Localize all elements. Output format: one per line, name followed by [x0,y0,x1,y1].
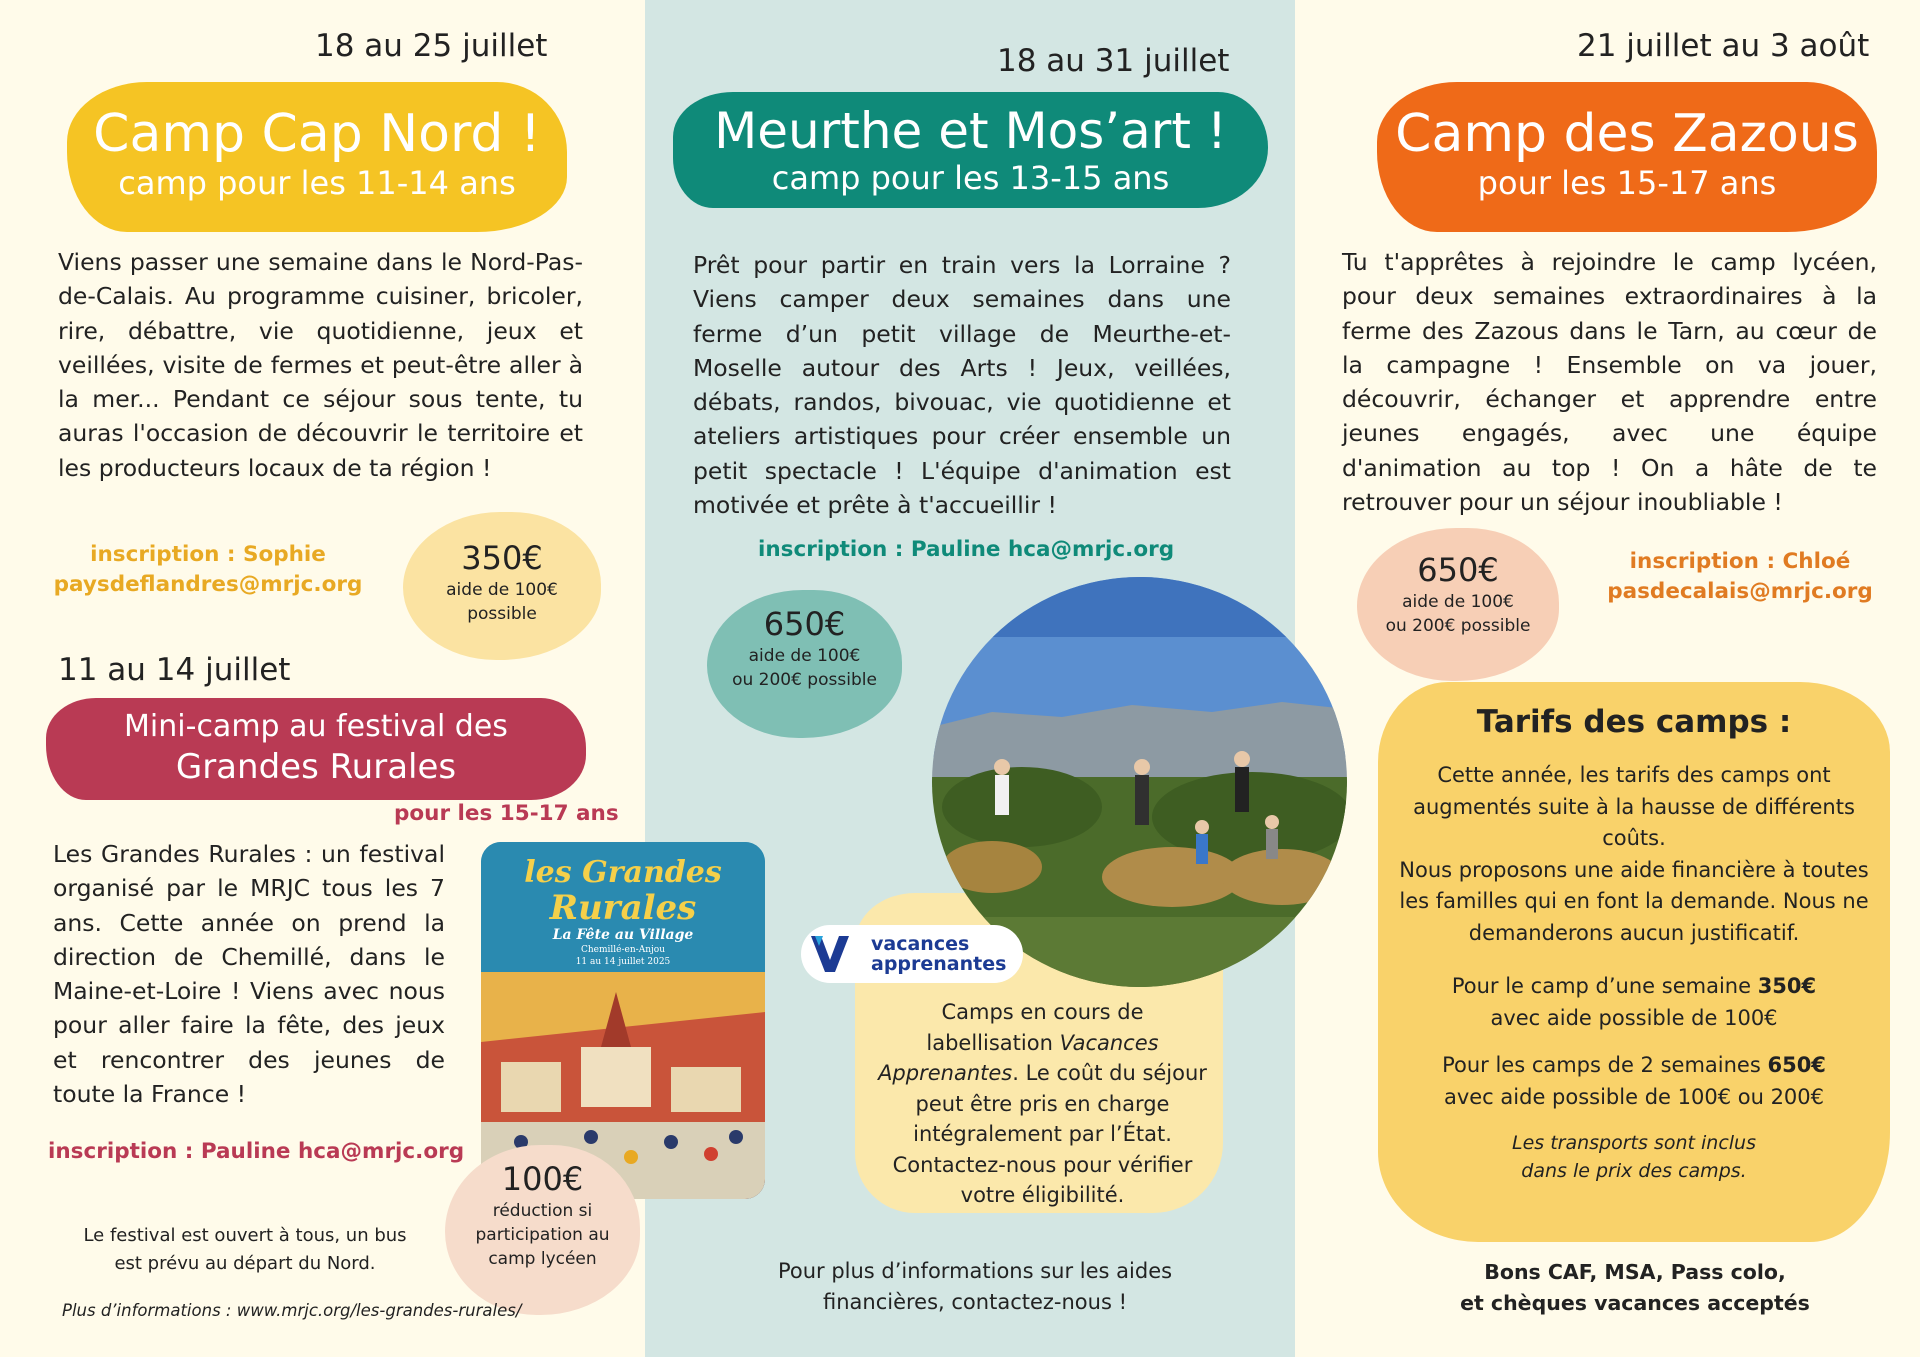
more-info-link[interactable]: Plus d’informations : www.mrjc.org/les-grandes-rurales/ [62,1301,522,1320]
zazous-description: Tu t'apprêtes à rejoindre le camp lycéen, pour deux semaines extraordinaires à la ferme des Zazous dans le Tarn, au cœur de la campagne ! Ensemble on va jouer, découvrir, échanger et apprendre entre jeunes engagés, avec une équipe d'animation au top ! On a hâte de te retrouver pour un séjour inoubliable ! [1342,248,1877,517]
va-logo-text [871,934,1006,974]
cap-nord-description: Viens passer une semaine dans le Nord-Pas-de-Calais. Au programme cuisiner, bricoler, rire, débattre, vie quotidienne, jeux et veillées, visite de fermes et peut-être aller à la mer... Pendant ce séjour sous tente, tu auras l'occasion de découvrir le territoire et les producteurs locaux de ta région ! [58,248,583,482]
mini-camp-price-note-1: réduction si [492,1201,593,1221]
mosart-inscription[interactable]: inscription : Pauline hca@mrjc.org [758,537,1175,562]
festival-note-line2: est prévu au départ du Nord. [114,1253,376,1274]
tarifs-transport-line2: dans le prix des camps. [1521,1160,1747,1182]
mini-camp-price-note-3: camp lycéen [488,1249,597,1269]
zazous-date: 21 juillet au 3 août [1577,28,1870,64]
poster-tagline: La Fête au Village [552,927,694,943]
mini-camp-price-note-2: participation au [475,1225,610,1245]
zazous-price-badge [1357,528,1559,681]
cap-nord-inscription-email[interactable]: paysdeflandres@mrjc.org [53,572,363,597]
va-logo-icon [811,936,849,972]
cap-nord-inscription-name: inscription : Sophie [90,542,326,567]
mosart-price-note-1: aide de 100€ [748,646,861,666]
zazous-inscription-email[interactable]: pasdecalais@mrjc.org [1607,579,1873,604]
tarifs-week-price: 350€ [1757,974,1817,998]
tarifs-week-text: Pour le camp d’une semaine [1451,974,1758,998]
tarifs-para2: Nous proposons une aide financière à toutes les familles qui en font la demande. Nous ne demanderons aucun justificatif. [1399,857,1869,945]
zazous-price-note-2: ou 200€ possible [1385,616,1531,636]
mini-camp-description: Les Grandes Rurales : un festival organisé par le MRJC tous les 7 ans. Cette année on prend la direction de Chemillé, dans le Maine-et-Loire ! Viens avec nous pour aller faire la fête, des jeux et rencontrer des jeunes de toute la France ! [53,840,445,1109]
mosart-price-note-2: ou 200€ possible [732,670,877,690]
tarifs-box [1378,682,1890,1242]
cap-nord-inscription [53,540,363,600]
zazous-price-note-1: aide de 100€ [1402,592,1514,612]
mosart-price-badge [707,590,902,738]
label-text-part1: Camps en cours de labellisation [926,1000,1144,1055]
mosart-title: Meurthe et Mos’art ! [714,102,1227,160]
cap-nord-date: 18 au 25 juillet [315,28,548,64]
mosart-date: 18 au 31 juillet [997,43,1230,79]
mini-camp-title-line1: Mini-camp au festival des [124,709,508,744]
tarifs-transport [1378,1129,1890,1185]
festival-note-line1: Le festival est ouvert à tous, un bus [83,1225,407,1246]
va-logo-line1: vacances [871,933,970,955]
mosart-title-blob [673,92,1268,208]
cap-nord-price: 350€ [461,539,543,577]
zazous-price: 650€ [1417,551,1499,589]
bons-line1: Bons CAF, MSA, Pass colo, [1484,1260,1786,1284]
label-text-part2: . Le coût du séjour peut être pris en charge intégralement par l’État. Contactez-nous pour vérifier votre éligibilité. [892,1061,1207,1207]
va-logo-line2: apprenantes [871,953,1007,975]
bons-line2: et chèques vacances acceptés [1460,1291,1810,1315]
zazous-inscription [1595,547,1885,607]
bons-acceptes [1400,1257,1870,1319]
tarifs-title: Tarifs des camps : [1476,704,1792,740]
vacances-apprenantes-text [875,997,1210,1211]
cap-nord-price-note-1: aide de 100€ [446,580,558,600]
zazous-inscription-name: inscription : Chloé [1629,549,1851,574]
poster-title-line2: Rurales [549,888,697,928]
tarifs-week-aid: avec aide possible de 100€ [1490,1005,1778,1030]
cap-nord-title-blob [67,82,567,232]
mini-camp-price: 100€ [501,1160,584,1198]
tarifs-two-weeks-price: 650€ [1767,1053,1826,1077]
tarifs-week [1378,971,1890,1034]
poster-title [481,856,765,968]
tarifs-two-weeks-aid: avec aide possible de 100€ ou 200€ [1443,1084,1825,1109]
poster-title-line1: les Grandes [524,855,722,890]
mosart-subtitle: camp pour les 13-15 ans [771,159,1170,197]
label-text-emphasis: Vacances Apprenantes [878,1030,1159,1085]
poster-dates: 11 au 14 juillet 2025 [575,957,671,967]
vacances-apprenantes-logo [801,925,1023,983]
mosart-description: Prêt pour partir en train vers la Lorraine ? Viens camper deux semaines dans une ferme d’un petit village de Meurthe-et-Moselle autour des Arts ! Jeux, veillées, débats, randos, bivouac, vie quotidienne et ateliers artistiques pour créer ensemble un petit spectacle ! L'équipe d'animation est motivée et prête à t'accueillir ! [693,251,1231,520]
mini-camp-title-line2: Grandes Rurales [175,747,457,787]
zazous-title: Camp des Zazous [1395,104,1859,164]
mini-camp-price-badge [445,1145,640,1315]
mini-camp-inscription[interactable]: inscription : Pauline hca@mrjc.org [48,1139,465,1164]
cap-nord-price-note-2: possible [467,604,537,624]
mini-camp-date: 11 au 14 juillet [58,652,291,688]
festival-note [40,1222,450,1278]
tarifs-para1: Cette année, les tarifs des camps ont augmentés suite à la hausse de différents coûts. [1413,763,1855,850]
cap-nord-subtitle: camp pour les 11-14 ans [118,164,516,202]
cap-nord-title: Camp Cap Nord ! [93,104,541,164]
mini-camp-title-blob [46,698,586,800]
mosart-footer [700,1256,1250,1318]
tarifs-two-weeks-text: Pour les camps de 2 semaines [1442,1053,1768,1077]
poster-place: Chemillé-en-Anjou [580,945,665,955]
zazous-subtitle: pour les 15-17 ans [1477,164,1777,202]
tarifs-two-weeks [1378,1050,1890,1113]
cap-nord-price-badge [403,512,601,660]
tarifs-transport-line1: Les transports sont inclus [1512,1132,1756,1154]
mosart-footer-line1: Pour plus d’informations sur les aides [777,1259,1173,1283]
mosart-footer-line2: financières, contactez-nous ! [822,1290,1127,1314]
mini-camp-age: pour les 15-17 ans [394,801,619,826]
zazous-title-blob [1377,82,1877,232]
mosart-price: 650€ [763,605,846,643]
